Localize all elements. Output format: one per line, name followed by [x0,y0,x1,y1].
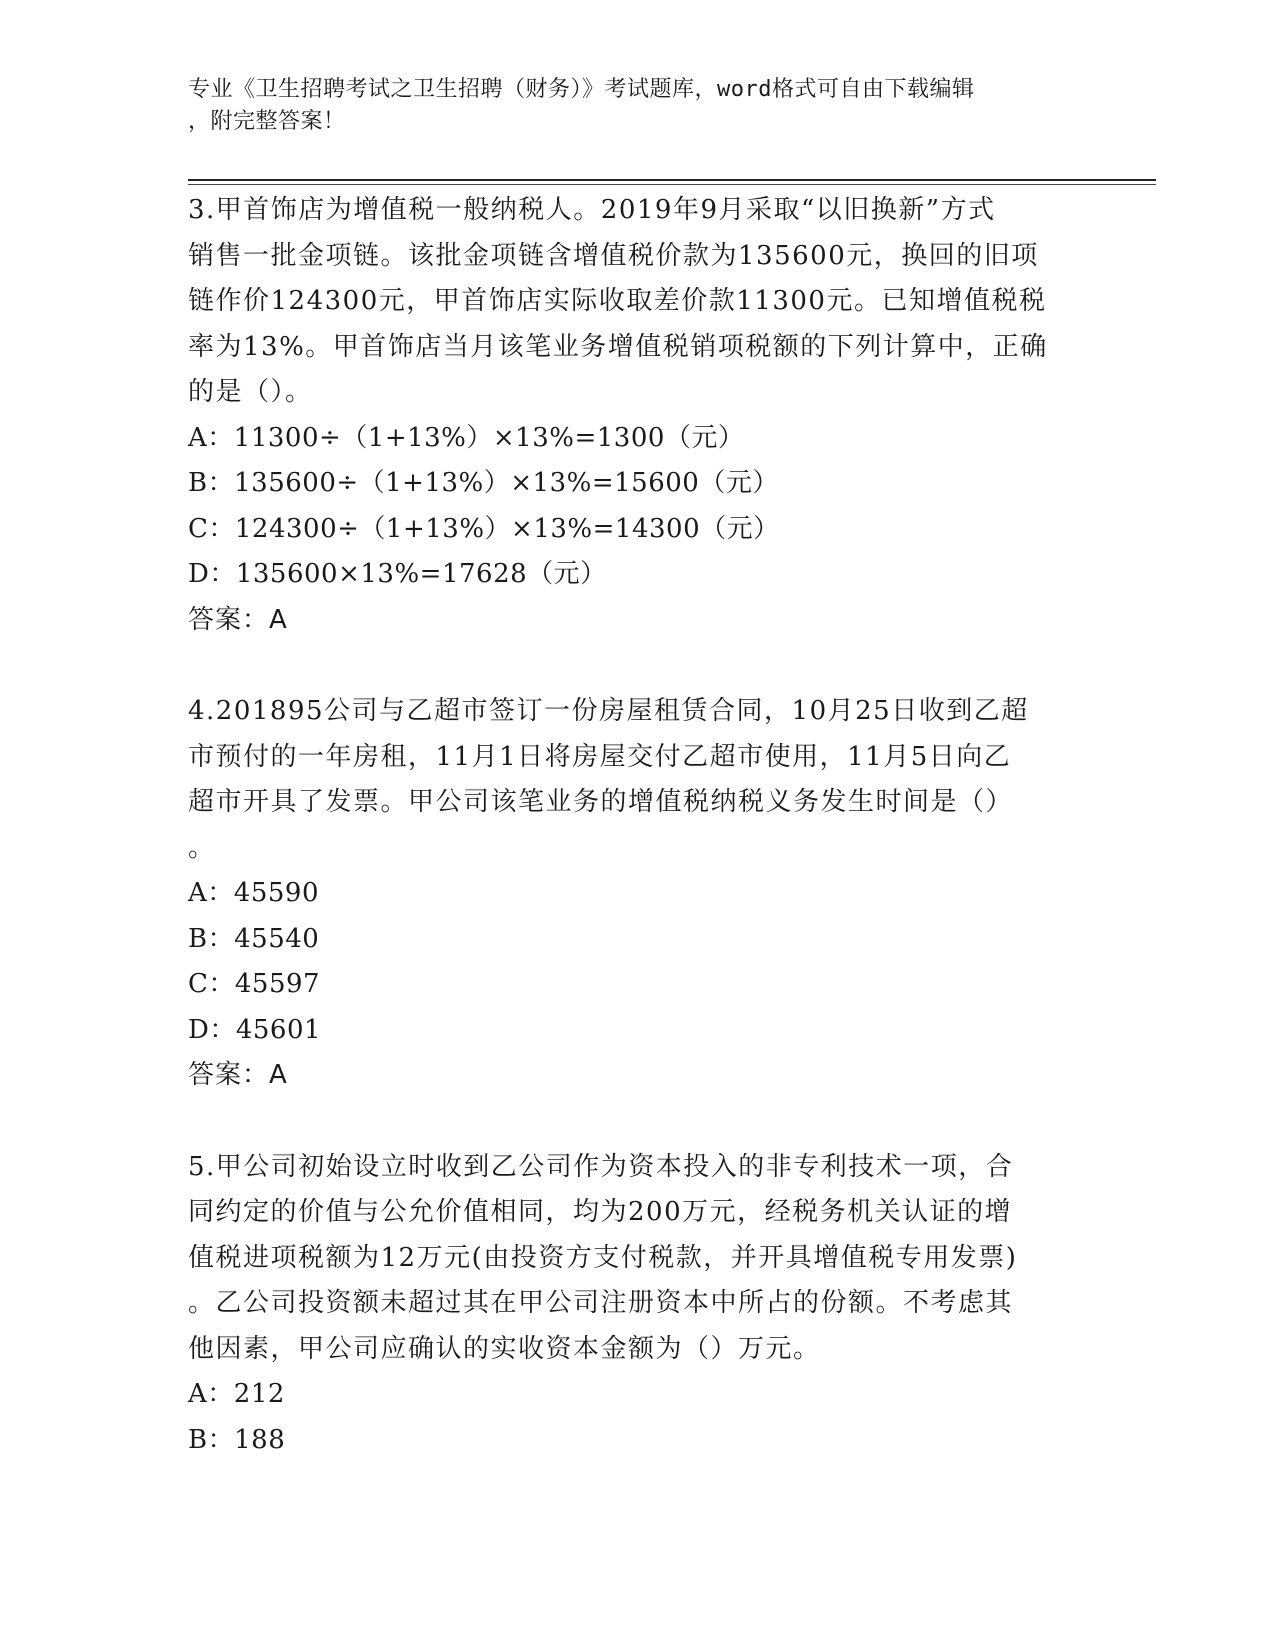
option-d: D：45601 [188,1014,322,1045]
header-divider-thin [188,184,1156,185]
document-header [188,74,1068,138]
header-title-line2: ，附完整答案！ [188,109,346,134]
option-a: A：11300÷（1+13%）×13%=1300（元） [188,422,745,453]
spacer [188,643,1088,689]
question-text: 4.201895公司与乙超市签订一份房屋租赁合同，10月25日收到乙超 市预付的一年房租，11月1日将房屋交付乙超市使用，11月5日向乙 超市开具了发票。甲公司该笔业务的增值税纳税义务发生时间是（） 。 [188,696,1029,863]
question-text: 3.甲首饰店为增值税一般纳税人。2019年9月采取“以旧换新”方式 销售一批金项链。该批金项链含增值税价款为135600元，换回的旧项 链作价124300元，甲首饰店实际收取差价款11300元。已知增值税税 率为13%。甲首饰店当月该笔业务增值税销项税额的下列计算中，正确 的是（）。 [188,195,1048,407]
question-text: 5.甲公司初始设立时收到乙公司作为资本投入的非专利技术一项，合 同约定的价值与公允价值相同，均为200万元，经税务机关认证的增 值税进项税额为12万元(由投资方支付税款，并开具增值税专用发票) 。乙公司投资额未超过其在甲公司注册资本中所占的份额。不考虑其 他因素，甲公司应确认的实收资本金额为（）万元。 [188,1151,1018,1364]
answer-label: 答案：A [188,1060,288,1090]
question-list [188,188,1088,1463]
option-b: B：45540 [188,923,320,954]
answer-label: 答案：A [188,604,288,635]
option-a: A：45590 [188,878,319,908]
spacer [188,1099,1088,1145]
option-c: C：124300÷（1+13%）×13%=14300（元） [188,513,780,544]
header-divider-thick [188,179,1156,181]
option-b: B：135600÷（1+13%）×13%=15600（元） [188,468,779,498]
header-title-line1: 专业《卫生招聘考试之卫生招聘（财务）》考试题库，word格式可自由下载编辑 [188,77,975,102]
option-c: C：45597 [188,969,321,999]
option-d: D：135600×13%=17628（元） [188,559,607,589]
option-b: B：188 [188,1424,286,1455]
question-3 [188,188,1088,643]
question-4 [188,689,1088,1099]
option-a: A：212 [188,1379,285,1409]
question-5 [188,1145,1088,1464]
